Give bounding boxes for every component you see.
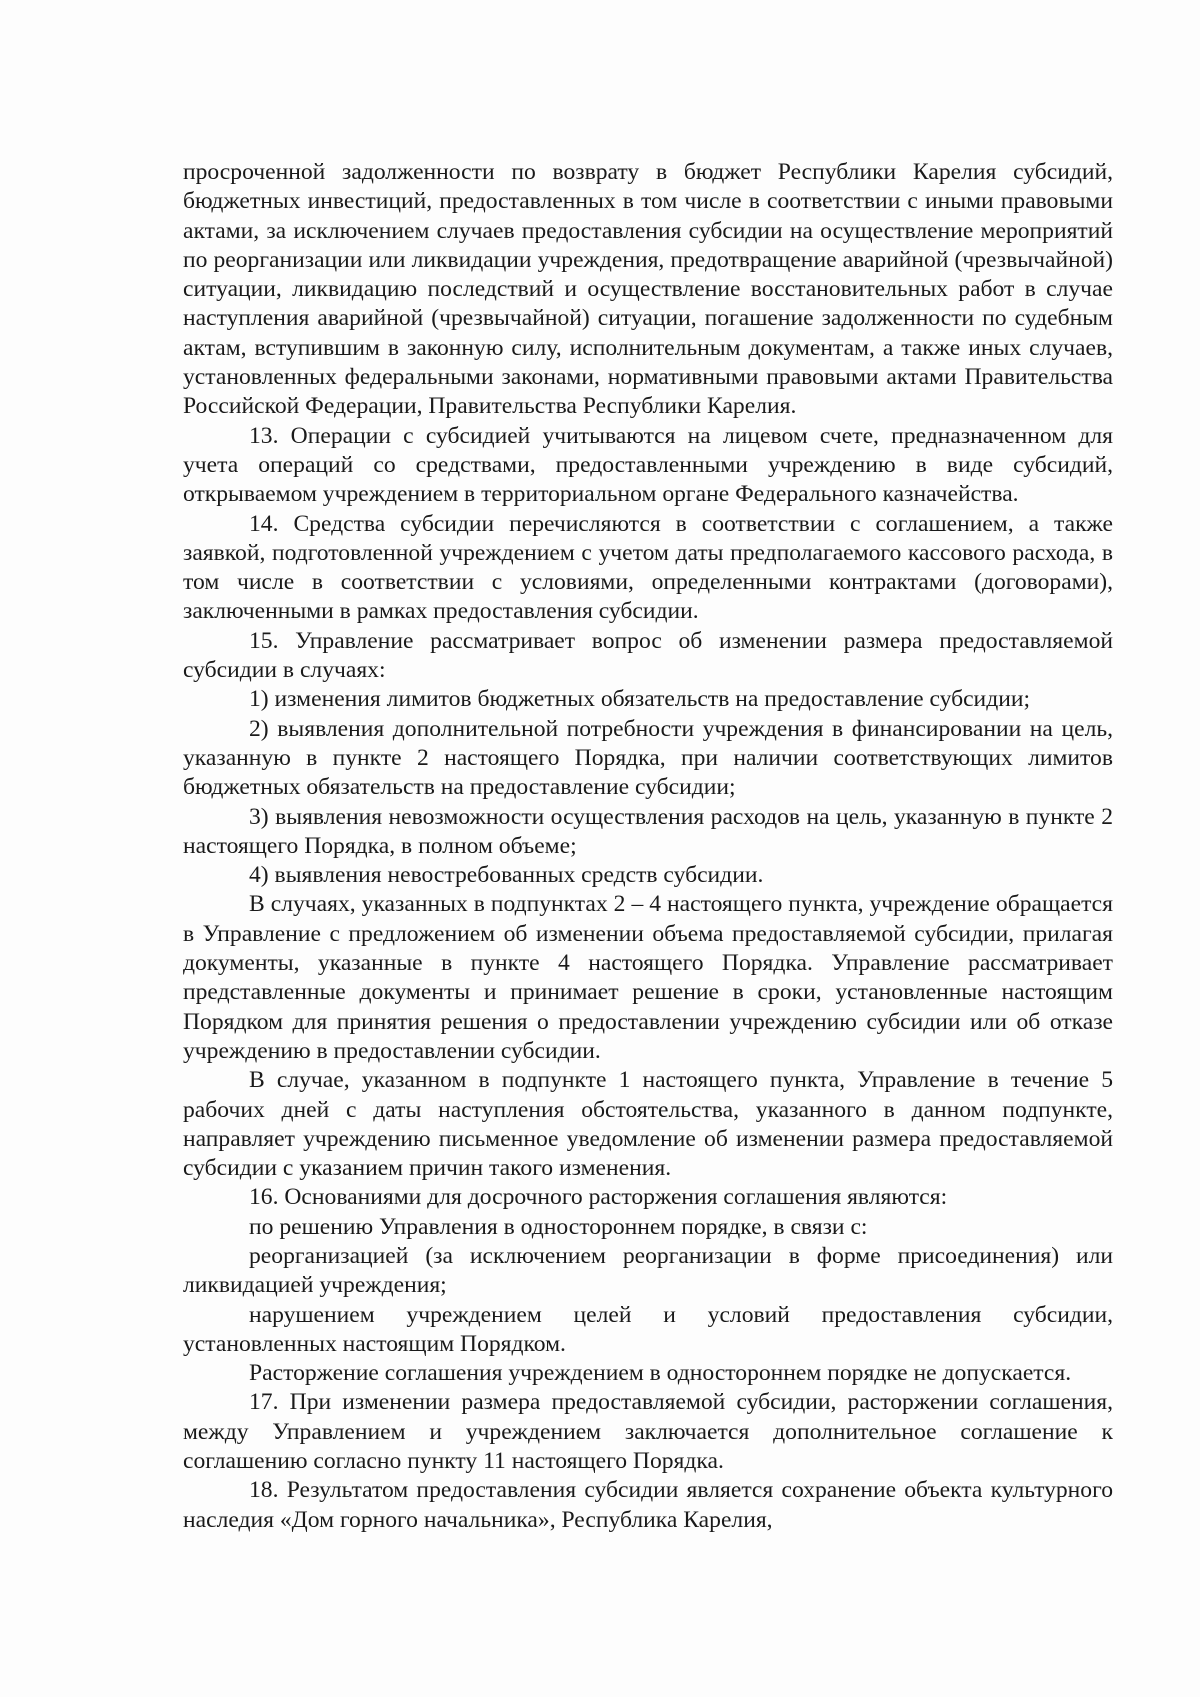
paragraph-15-item-1: 1) изменения лимитов бюджетных обязательств на предоставление субсидии; bbox=[249, 686, 1031, 713]
paragraph-15: 15. Управление рассматривает вопрос об изменении размера предоставляемой субсидии в случаях: bbox=[183, 627, 1113, 684]
paragraph-13: 13. Операции с субсидией учитываются на лицевом счете, предназначенном для учета операций со средствами, предоставленными учреждению в виде субсидий, открываемом учреждением в территориальном органе Федерального казначейства. bbox=[183, 422, 1113, 508]
paragraph-12-continuation: просроченной задолженности по возврату в бюджет Республики Карелия субсидий, бюджетных инвестиций, предоставленных в том числе в соответствии с иными правовыми актами, за исключением случаев предоставления субсидии на осуществление мероприятий по реорганизации или ликвидации учреждения, предотвращение аварийной (чрезвычайной) ситуации, ликвидацию последствий и осуществление восстановительных работ в случае наступления аварийной (чрезвычайной) ситуации, погашение задолженности по судебным актам, вступившим в законную силу, исполнительным документам, а также иных случаев, установленных федеральными законами, нормативными правовыми актами Правительства Российской Федерации, Правительства Республики Карелия. bbox=[183, 159, 1113, 420]
paragraph-15-case-1: В случае, указанном в подпункте 1 настоящего пункта, Управление в течение 5 рабочих дней с даты наступления обстоятельства, указанного в данном подпункте, направляет учреждению письменное уведомление об изменении размера предоставляемой субсидии с указанием причин такого изменения. bbox=[183, 1067, 1113, 1182]
paragraph-16-unilateral: по решению Управления в одностороннем порядке, в связи с: bbox=[249, 1213, 868, 1240]
paragraph-15-item-3: 3) выявления невозможности осуществления расходов на цель, указанную в пункте 2 настоящего Порядка, в полном объеме; bbox=[183, 803, 1113, 859]
paragraph-15-cases-2-4: В случаях, указанных в подпунктах 2 – 4 настоящего пункта, учреждение обращается в Управление с предложением об изменении объема предоставляемой субсидии, прилагая документы, указанные в пункте 4 настоящего Порядка. Управление рассматривает представленные документы и принимает решение в сроки, установленные настоящим Порядком для принятия решения о предоставлении учреждению субсидии или об отказе учреждению в предоставлении субсидии. bbox=[183, 891, 1113, 1064]
paragraph-16-violation: нарушением учреждением целей и условий предоставления субсидии, установленных настоящим Порядком. bbox=[183, 1301, 1113, 1357]
paragraph-15-item-4: 4) выявления невостребованных средств субсидии. bbox=[249, 862, 764, 889]
paragraph-17: 17. При изменении размера предоставляемой субсидии, расторжении соглашения, между Управлением и учреждением заключается дополнительное соглашение к соглашению согласно пункту 11 настоящего Порядка. bbox=[183, 1389, 1113, 1475]
paragraph-16-not-allowed: Расторжение соглашения учреждением в одностороннем порядке не допускается. bbox=[249, 1360, 1072, 1387]
paragraph-15-item-2: 2) выявления дополнительной потребности учреждения в финансировании на цель, указанную в пункте 2 настоящего Порядка, при наличии соответствующих лимитов бюджетных обязательств на предоставление субсидии; bbox=[183, 715, 1113, 801]
document-body bbox=[183, 158, 1113, 1535]
paragraph-14: 14. Средства субсидии перечисляются в соответствии с соглашением, а также заявкой, подготовленной учреждением с учетом даты предполагаемого кассового расхода, в том числе в соответствии с условиями, определенными контрактами (договорами), заключенными в рамках предоставления субсидии. bbox=[183, 510, 1113, 625]
paragraph-16-reorganization: реорганизацией (за исключением реорганизации в форме присоединения) или ликвидацией учреждения; bbox=[183, 1242, 1113, 1299]
paragraph-18: 18. Результатом предоставления субсидии является сохранение объекта культурного наследия «Дом горного начальника», Республика Карелия, bbox=[183, 1477, 1113, 1533]
paragraph-16: 16. Основаниями для досрочного расторжения соглашения являются: bbox=[249, 1184, 948, 1211]
